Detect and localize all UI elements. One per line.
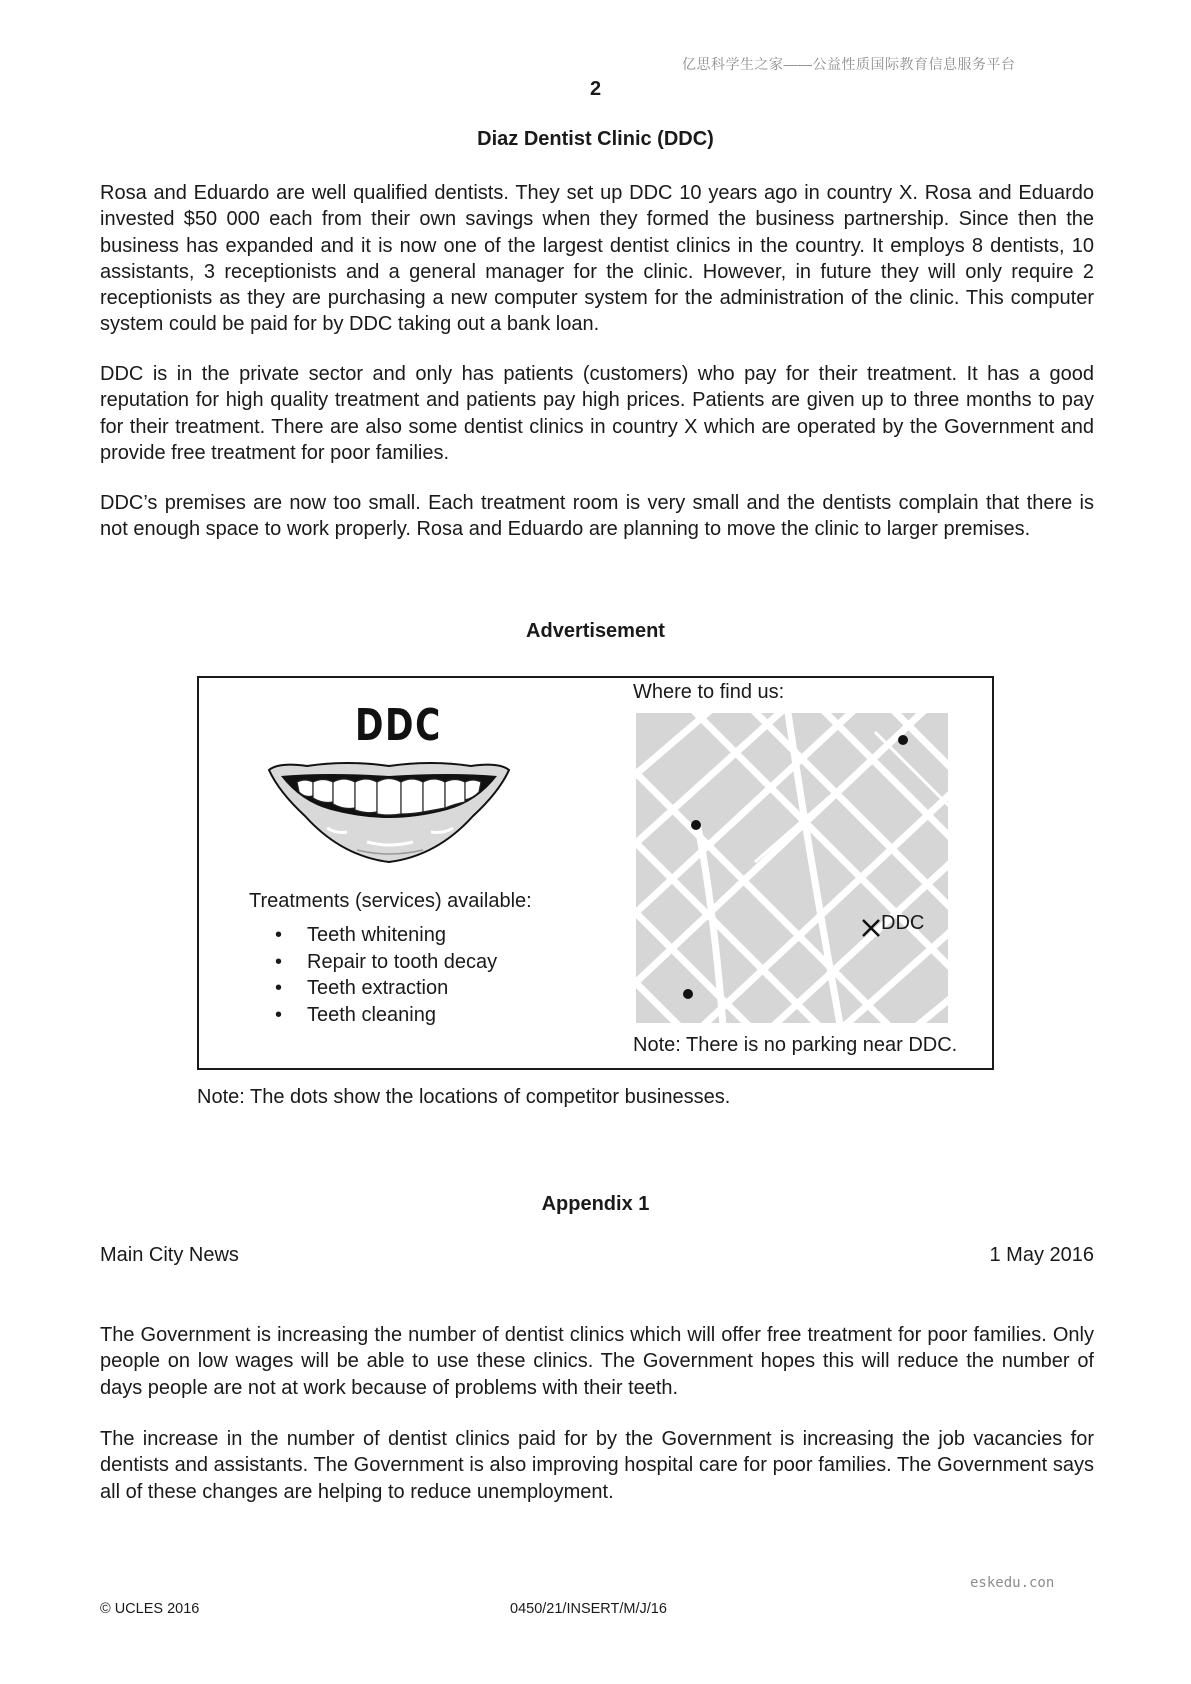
bullet: • <box>275 924 283 946</box>
treatment-label: Teeth extraction <box>307 977 449 999</box>
competitor-dot <box>683 989 693 999</box>
list-item <box>275 922 497 949</box>
bullet: • <box>275 950 283 973</box>
paragraph-intro: Rosa and Eduardo are well qualified dentists. They set up DDC 10 years ago in country X. Rosa and Eduardo invested $50 000 each from their own savings when they formed the business partnership. Since then the business has expanded and it is now one of the largest dentist clinics in the country. It employs 8 dentists, 10 assistants, 3 receptionists and a general manager for the clinic. However, in future they will only require 2 receptionists as they are purchasing a new computer system for the administration of the clinic. This computer system could be paid for by DDC taking out a bank loan. <box>100 182 1094 336</box>
smile-icon <box>267 762 511 866</box>
ddc-logo: DDC <box>355 700 442 751</box>
competitor-dot <box>898 735 908 745</box>
appendix-paragraph-1: The Government is increasing the number of dentist clinics which will offer free treatment for poor families. Only people on low wages will be able to use these clinics. The Government hopes this will reduce the number of days people are not at work because of problems with their teeth. <box>100 1324 1094 1399</box>
list-item <box>275 1002 497 1029</box>
treatments-list <box>275 922 497 1028</box>
appendix-heading: Appendix 1 <box>541 1193 650 1215</box>
street-map <box>635 712 949 1024</box>
bullet: • <box>275 977 283 999</box>
ddc-map-label: DDC <box>881 912 925 934</box>
watermark-bottom: eskedu.con <box>970 1575 1055 1591</box>
document-title: Diaz Dentist Clinic (DDC) <box>477 128 714 150</box>
page-number: 2 <box>589 78 602 100</box>
treatment-label: Repair to tooth decay <box>307 950 498 973</box>
news-date: 1 May 2016 <box>989 1244 1094 1266</box>
treatment-label: Teeth cleaning <box>307 1003 436 1026</box>
dots-note: Note: The dots show the locations of competitor businesses. <box>197 1086 731 1108</box>
treatments-title: Treatments (services) available: <box>249 890 532 912</box>
watermark-top: 亿思科学生之家——公益性质国际教育信息服务平台 <box>682 56 1016 72</box>
paragraph-premises: DDC’s premises are now too small. Each treatment room is very small and the dentists complain that there is not enough space to work properly. Rosa and Eduardo are planning to move the clinic to larger premises. <box>100 492 1094 541</box>
advertisement-heading: Advertisement <box>526 620 665 642</box>
list-item <box>275 949 497 976</box>
list-item <box>275 975 497 1002</box>
competitor-dot <box>691 820 701 830</box>
paragraph-private-sector: DDC is in the private sector and only has patients (customers) who pay for their treatment. It has a good reputation for high quality treatment and patients pay high prices. Patients are given up to three months to pay for their treatment. There are also some dentist clinics in country X which are operated by the Government and provide free treatment for poor families. <box>100 363 1094 464</box>
footer-code: 0450/21/INSERT/M/J/16 <box>510 1601 667 1617</box>
advertisement-box <box>197 676 994 1070</box>
treatment-label: Teeth whitening <box>307 924 446 946</box>
bullet: • <box>275 1003 283 1026</box>
footer-copyright: © UCLES 2016 <box>100 1601 200 1617</box>
parking-note: Note: There is no parking near DDC. <box>633 1034 958 1056</box>
appendix-paragraph-2: The increase in the number of dentist clinics paid for by the Government is increasing the job vacancies for dentists and assistants. The Government is also improving hospital care for poor families. The Government says all of these changes are helping to reduce unemployment. <box>100 1428 1094 1503</box>
where-to-find-label: Where to find us: <box>633 681 785 703</box>
news-source: Main City News <box>100 1244 239 1266</box>
